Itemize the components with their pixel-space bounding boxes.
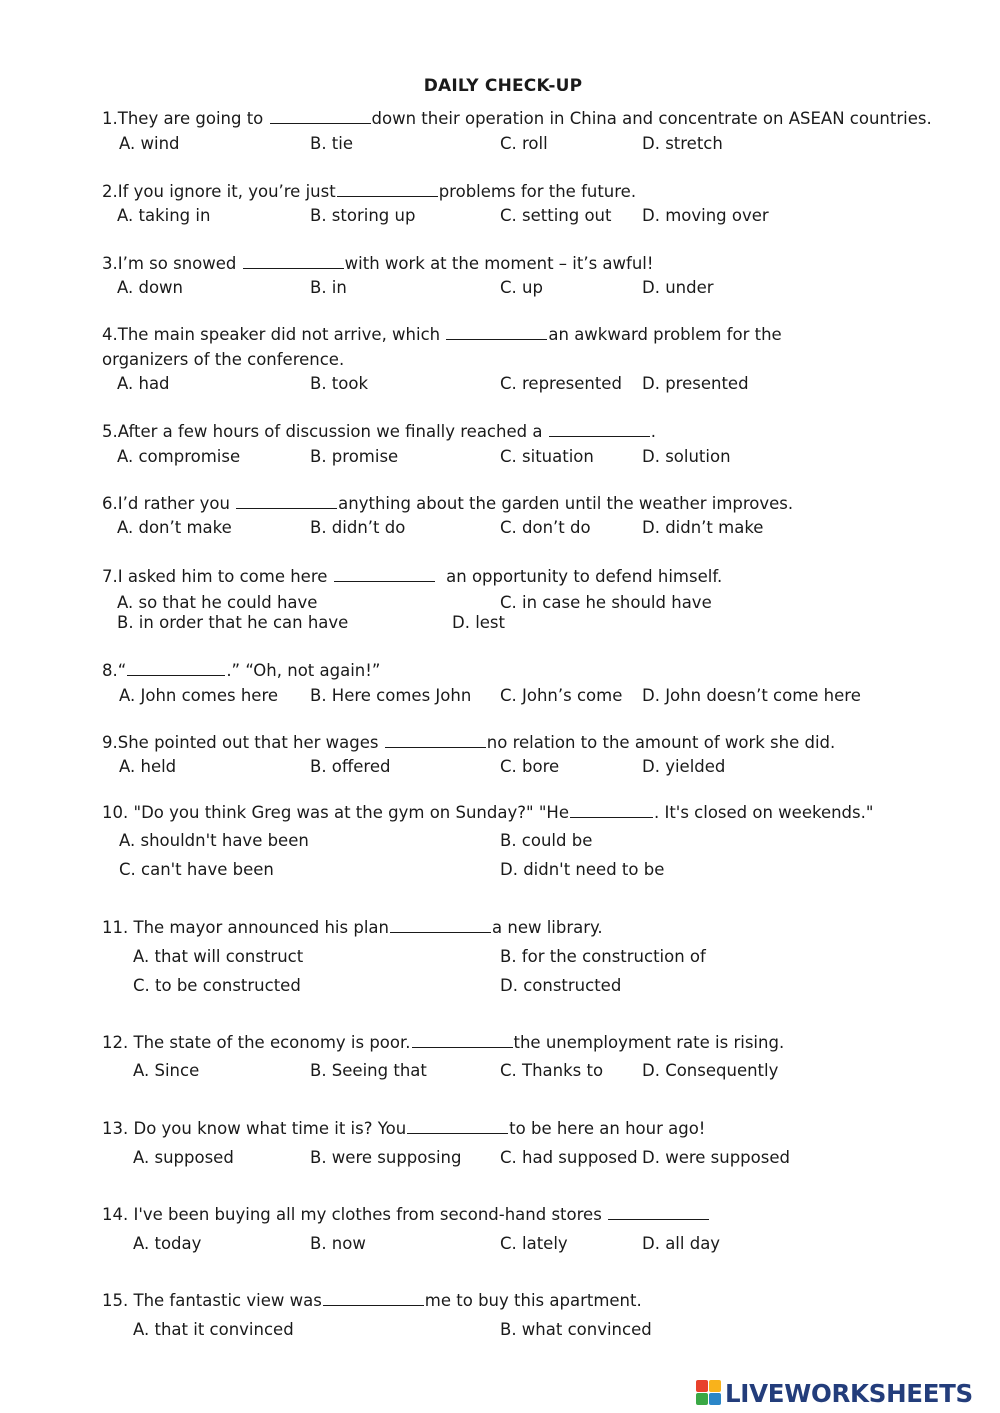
answer-option[interactable]: C. represented [500,374,622,393]
question-number: 7. [102,567,118,586]
question-number: 12. [102,1033,129,1052]
question-stem [102,1205,710,1225]
question-stem [102,803,873,823]
liveworksheets-logo[interactable] [696,1378,973,1408]
answer-option[interactable]: A. shouldn't have been [119,831,309,850]
answer-blank[interactable] [385,733,486,748]
answer-option[interactable]: D. constructed [500,976,622,995]
stem-text-after: a new library. [492,918,603,937]
stem-text-before: Do you know what time it is? You [128,1119,407,1138]
answer-option[interactable]: A. supposed [133,1148,234,1167]
stem-text-before: "Do you think Greg was at the gym on Sunday?" "He [128,803,569,822]
stem-text-after: anything about the garden until the weather improves. [338,494,794,513]
question-number: 1. [102,109,118,128]
question-number: 11. [102,918,129,937]
answer-option[interactable]: B. tie [310,134,354,153]
question-number: 14. [102,1205,129,1224]
question-stem [102,325,782,345]
question-stem [102,254,653,274]
logo-text: LIVEWORKSHEETS [725,1378,973,1408]
answer-option[interactable]: A. don’t make [117,518,232,537]
question-stem [102,661,380,681]
stem-text-after: problems for the future. [438,182,637,201]
stem-text-before: I’m so snowed [117,254,242,273]
question-stem-continued: organizers of the conference. [102,350,345,369]
stem-text-before: After a few hours of discussion we finally reached a [117,422,548,441]
answer-option[interactable]: D. presented [642,374,749,393]
answer-option[interactable]: A. held [119,757,177,776]
answer-option[interactable]: A. John comes here [119,686,279,705]
answer-option[interactable]: B. in [310,278,347,297]
logo-mark-icon [696,1380,722,1406]
question-stem [102,494,793,514]
answer-option[interactable]: A. so that he could have [117,593,318,612]
stem-text-before: The fantastic view was [128,1291,322,1310]
stem-text-before: I've been buying all my clothes from second-hand stores [128,1205,608,1224]
question-stem [102,1291,642,1311]
answer-option[interactable]: D. John doesn’t come here [642,686,861,705]
stem-text-before: “ [117,661,127,680]
answer-option[interactable]: D. Consequently [642,1061,779,1080]
question-number: 10. [102,803,129,822]
stem-text-before: She pointed out that her wages [117,733,384,752]
stem-text-after: with work at the moment – it’s awful! [344,254,654,273]
answer-blank[interactable] [323,1291,424,1306]
answer-option[interactable]: C. situation [500,447,594,466]
stem-text-after: down their operation in China and concentrate on ASEAN countries. [371,109,932,128]
question-number: 6. [102,494,118,513]
stem-text-after: the unemployment rate is rising. [513,1033,785,1052]
question-number: 2. [102,182,118,201]
answer-option[interactable]: D. under [642,278,714,297]
answer-option[interactable]: D. moving over [642,206,769,225]
question-stem [102,733,835,753]
answer-option[interactable]: C. Thanks to [500,1061,604,1080]
answer-blank[interactable] [446,325,547,340]
answer-blank[interactable] [390,918,491,933]
stem-text-after: . It's closed on weekends." [653,803,874,822]
stem-text-before: I asked him to come here [117,567,333,586]
stem-text-before: The mayor announced his plan [128,918,389,937]
stem-text-before: If you ignore it, you’re just [117,182,336,201]
stem-text-before: The main speaker did not arrive, which [117,325,446,344]
stem-text-before: The state of the economy is poor. [128,1033,411,1052]
question-number: 13. [102,1119,129,1138]
answer-option[interactable]: C. John’s come [500,686,623,705]
stem-text-after: no relation to the amount of work she did. [486,733,836,752]
stem-text-after: .” “Oh, not again!” [226,661,381,680]
answer-option[interactable]: C. had supposed [500,1148,638,1167]
question-stem [102,422,656,442]
answer-blank[interactable] [608,1205,709,1220]
answer-blank[interactable] [270,109,371,124]
question-number: 8. [102,661,118,680]
answer-option[interactable]: D. were supposed [642,1148,790,1167]
answer-option[interactable]: B. Seeing that [310,1061,427,1080]
answer-option[interactable]: D. solution [642,447,731,466]
answer-option[interactable]: D. lest [452,613,505,632]
answer-blank[interactable] [570,803,653,818]
answer-blank[interactable] [236,494,337,509]
answer-option[interactable]: A. wind [119,134,180,153]
answer-option[interactable]: A. compromise [117,447,241,466]
answer-option[interactable]: B. took [310,374,369,393]
answer-option[interactable]: B. now [310,1234,366,1253]
answer-blank[interactable] [334,567,435,582]
answer-option[interactable]: D. didn't need to be [500,860,665,879]
answer-option[interactable]: B. storing up [310,206,416,225]
answer-option[interactable]: C. up [500,278,543,297]
stem-text-after: an opportunity to defend himself. [435,567,723,586]
answer-option[interactable]: C. don’t do [500,518,591,537]
stem-text-after: to be here an hour ago! [509,1119,706,1138]
answer-option[interactable]: B. offered [310,757,391,776]
answer-blank[interactable] [337,182,438,197]
answer-option[interactable]: D. all day [642,1234,721,1253]
answer-blank[interactable] [243,254,344,269]
answer-option[interactable]: A. that will construct [133,947,304,966]
question-stem [102,182,636,202]
answer-option[interactable]: D. didn’t make [642,518,764,537]
answer-option[interactable]: A. today [133,1234,202,1253]
question-number: 3. [102,254,118,273]
answer-option[interactable]: B. didn’t do [310,518,406,537]
question-number: 5. [102,422,118,441]
question-number: 4. [102,325,118,344]
answer-option[interactable]: B. what convinced [500,1320,652,1339]
stem-text-before: They are going to [117,109,269,128]
answer-option[interactable]: D. yielded [642,757,726,776]
answer-option[interactable]: A. had [117,374,170,393]
question-stem [102,109,932,129]
answer-option[interactable]: A. down [117,278,184,297]
question-stem [102,1033,784,1053]
answer-option[interactable]: A. that it convinced [133,1320,294,1339]
answer-blank[interactable] [127,661,225,676]
answer-option[interactable]: B. Here comes John [310,686,472,705]
answer-option[interactable]: C. lately [500,1234,568,1253]
answer-option[interactable]: B. for the construction of [500,947,706,966]
question-stem [102,918,603,938]
answer-option[interactable]: C. to be constructed [133,976,301,995]
answer-option[interactable]: C. roll [500,134,548,153]
answer-option[interactable]: D. stretch [642,134,723,153]
stem-text-after: an awkward problem for the [548,325,782,344]
answer-option[interactable]: A. Since [133,1061,200,1080]
question-number: 9. [102,733,118,752]
answer-option[interactable]: B. in order that he can have [117,613,349,632]
answer-option[interactable]: B. were supposing [310,1148,462,1167]
answer-option[interactable]: A. taking in [117,206,211,225]
page-title: DAILY CHECK-UP [423,76,583,96]
answer-option[interactable]: C. in case he should have [500,593,712,612]
answer-blank[interactable] [412,1033,513,1048]
stem-text-after: me to buy this apartment. [424,1291,642,1310]
answer-option[interactable]: C. can't have been [119,860,274,879]
stem-text-after: . [650,422,656,441]
answer-option[interactable]: C. bore [500,757,560,776]
answer-option[interactable]: C. setting out [500,206,612,225]
answer-option[interactable]: B. could be [500,831,593,850]
answer-blank[interactable] [407,1119,508,1134]
answer-option[interactable]: B. promise [310,447,399,466]
answer-blank[interactable] [549,422,650,437]
question-stem [102,1119,705,1139]
question-number: 15. [102,1291,129,1310]
stem-text-before: I’d rather you [117,494,236,513]
question-stem [102,567,722,587]
